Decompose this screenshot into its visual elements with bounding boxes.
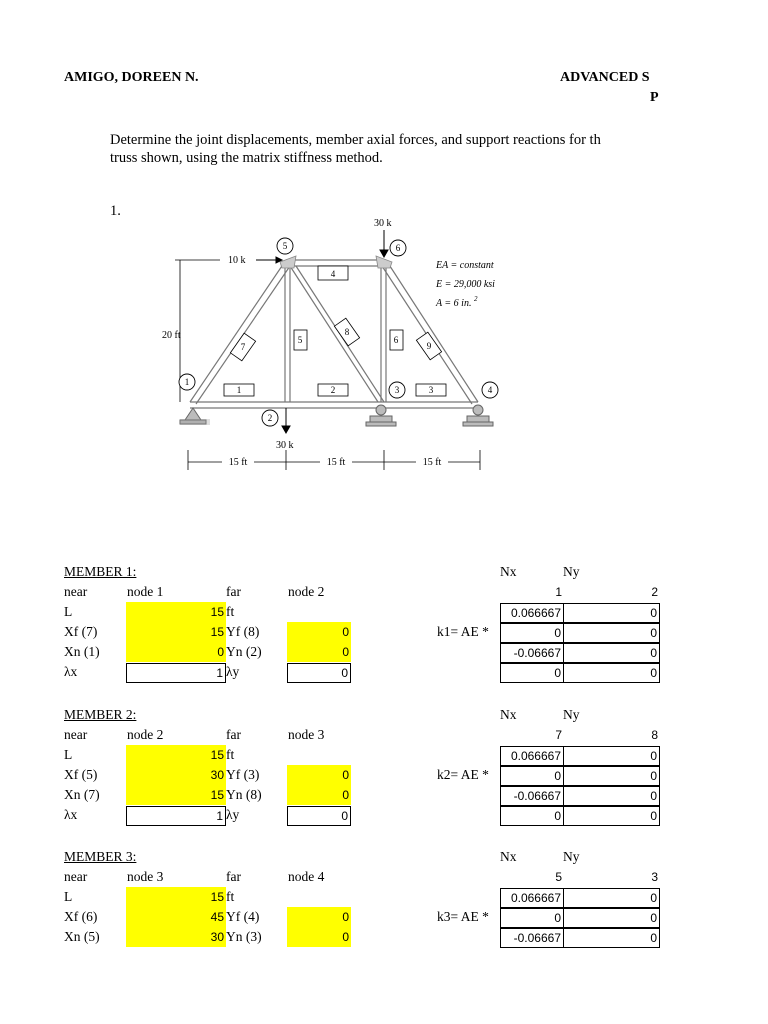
support-1-icon: [185, 408, 201, 420]
lambda-y-value[interactable]: 0: [287, 663, 351, 683]
lambda-x-value[interactable]: 1: [126, 663, 226, 683]
ny-label: Ny: [563, 564, 580, 579]
near-label: near: [64, 727, 88, 742]
near-node: node 2: [127, 727, 164, 742]
matrix-cell[interactable]: 0: [563, 623, 660, 643]
near-label: near: [64, 584, 88, 599]
matrix-cell[interactable]: -0.06667: [500, 643, 564, 663]
author-name: AMIGO, DOREEN N.: [64, 70, 199, 85]
load-side-label: 10 k: [228, 255, 246, 266]
length-value[interactable]: 15: [126, 887, 226, 907]
xn-label: Xn (5): [64, 929, 100, 944]
matrix-cell[interactable]: 0: [563, 746, 660, 766]
node-label: 3: [394, 385, 400, 395]
member-label: 1: [236, 385, 242, 395]
member-label: 6: [393, 335, 399, 345]
yn-value[interactable]: 0: [287, 642, 351, 662]
member-label: 8: [344, 327, 350, 337]
node-label: 6: [395, 243, 401, 253]
member-label: 9: [426, 341, 432, 351]
far-node: node 4: [288, 869, 325, 884]
load-top-label: 30 k: [374, 218, 392, 229]
truss-member-7: [190, 260, 286, 402]
node-label: 4: [487, 385, 493, 395]
lambda-y-label: λy: [226, 807, 240, 822]
member-label: 5: [297, 335, 303, 345]
matrix-cell[interactable]: 0.066667: [500, 888, 564, 908]
xf-label: Xf (5): [64, 767, 98, 782]
a-label: A = 6 in.: [436, 298, 472, 309]
far-label: far: [226, 727, 241, 742]
problem-line-2: truss shown, using the matrix stiffness method.: [110, 150, 383, 166]
node-label: 2: [267, 413, 273, 423]
yn-label: Yn (2): [226, 644, 262, 659]
ny-code: 8: [651, 728, 658, 742]
yf-value[interactable]: 0: [287, 907, 351, 927]
matrix-cell[interactable]: 0: [563, 806, 660, 826]
matrix-cell[interactable]: 0: [500, 806, 564, 826]
k-label: k2= AE *: [437, 767, 489, 782]
problem-line-1: Determine the joint displacements, member axial forces, and support reactions for th: [110, 132, 601, 148]
matrix-cell[interactable]: 0.066667: [500, 603, 564, 623]
matrix-cell[interactable]: 0: [563, 643, 660, 663]
ea-label: EA = constant: [436, 260, 494, 271]
truss-figure: [160, 210, 540, 480]
far-label: far: [226, 584, 241, 599]
course-title: ADVANCED S: [560, 70, 650, 85]
member-label: 2: [330, 385, 336, 395]
matrix-cell[interactable]: 0: [563, 908, 660, 928]
xn-label: Xn (7): [64, 787, 100, 802]
near-label: near: [64, 869, 88, 884]
ny-label: Ny: [563, 849, 580, 864]
lambda-y-label: λy: [226, 664, 240, 679]
k-label: k3= AE *: [437, 909, 489, 924]
a-exponent: 2: [474, 295, 478, 303]
matrix-cell[interactable]: 0: [500, 766, 564, 786]
matrix-cell[interactable]: 0: [563, 766, 660, 786]
ny-label: Ny: [563, 707, 580, 722]
length-label: L: [64, 747, 73, 762]
yn-value[interactable]: 0: [287, 927, 351, 947]
far-label: far: [226, 869, 241, 884]
member-label: 4: [330, 269, 336, 279]
length-label: L: [64, 604, 73, 619]
yn-value[interactable]: 0: [287, 785, 351, 805]
support-3-icon: [376, 405, 386, 415]
length-unit: ft: [226, 889, 235, 904]
support-4-icon: [473, 405, 483, 415]
near-node: node 3: [127, 869, 164, 884]
length-unit: ft: [226, 604, 235, 619]
xf-label: Xf (7): [64, 624, 98, 639]
far-node: node 3: [288, 727, 325, 742]
xf-value[interactable]: 30: [126, 765, 226, 785]
node-label: 1: [184, 377, 190, 387]
member-title: MEMBER 1:: [64, 564, 137, 579]
nx-label: Nx: [500, 564, 517, 579]
span-label: 15 ft: [228, 457, 248, 468]
ny-code: 3: [651, 870, 658, 884]
matrix-cell[interactable]: 0: [563, 928, 660, 948]
matrix-cell[interactable]: -0.06667: [500, 928, 564, 948]
matrix-cell[interactable]: 0: [563, 888, 660, 908]
yf-value[interactable]: 0: [287, 765, 351, 785]
lambda-y-value[interactable]: 0: [287, 806, 351, 826]
length-value[interactable]: 15: [126, 745, 226, 765]
problem-number: 1.: [110, 203, 121, 219]
course-subtitle: P: [650, 90, 659, 105]
member-label: 7: [240, 342, 246, 352]
ny-code: 2: [651, 585, 658, 599]
yf-label: Yf (8): [226, 624, 260, 639]
nx-code: 1: [555, 585, 562, 599]
node-label: 5: [282, 241, 288, 251]
length-unit: ft: [226, 747, 235, 762]
xf-value[interactable]: 15: [126, 622, 226, 642]
matrix-cell[interactable]: 0: [563, 663, 660, 683]
xn-value[interactable]: 15: [126, 785, 226, 805]
nx-code: 7: [555, 728, 562, 742]
yn-label: Yn (3): [226, 929, 262, 944]
matrix-cell[interactable]: -0.06667: [500, 786, 564, 806]
length-value[interactable]: 15: [126, 602, 226, 622]
lambda-x-value[interactable]: 1: [126, 806, 226, 826]
member-title: MEMBER 2:: [64, 707, 137, 722]
member-title: MEMBER 3:: [64, 849, 137, 864]
xf-label: Xf (6): [64, 909, 98, 924]
xf-value[interactable]: 45: [126, 907, 226, 927]
nx-label: Nx: [500, 849, 517, 864]
yf-value[interactable]: 0: [287, 622, 351, 642]
matrix-cell[interactable]: 0: [500, 623, 564, 643]
matrix-cell[interactable]: 0: [563, 603, 660, 623]
yf-label: Yf (4): [226, 909, 260, 924]
k-label: k1= AE *: [437, 624, 489, 639]
span-label: 15 ft: [422, 457, 442, 468]
lambda-x-label: λx: [64, 807, 78, 822]
xn-label: Xn (1): [64, 644, 100, 659]
height-label: 20 ft: [162, 330, 181, 341]
nx-label: Nx: [500, 707, 517, 722]
e-label: E = 29,000 ksi: [436, 279, 495, 290]
xn-value[interactable]: 0: [126, 642, 226, 662]
far-node: node 2: [288, 584, 325, 599]
near-node: node 1: [127, 584, 164, 599]
length-label: L: [64, 889, 73, 904]
matrix-cell[interactable]: 0: [500, 908, 564, 928]
member-label: 3: [428, 385, 434, 395]
matrix-cell[interactable]: 0: [500, 663, 564, 683]
matrix-cell[interactable]: 0.066667: [500, 746, 564, 766]
lambda-x-label: λx: [64, 664, 78, 679]
nx-code: 5: [555, 870, 562, 884]
yn-label: Yn (8): [226, 787, 262, 802]
load-bottom-label: 30 k: [276, 440, 294, 451]
span-label: 15 ft: [326, 457, 346, 468]
xn-value[interactable]: 30: [126, 927, 226, 947]
yf-label: Yf (3): [226, 767, 260, 782]
matrix-cell[interactable]: 0: [563, 786, 660, 806]
